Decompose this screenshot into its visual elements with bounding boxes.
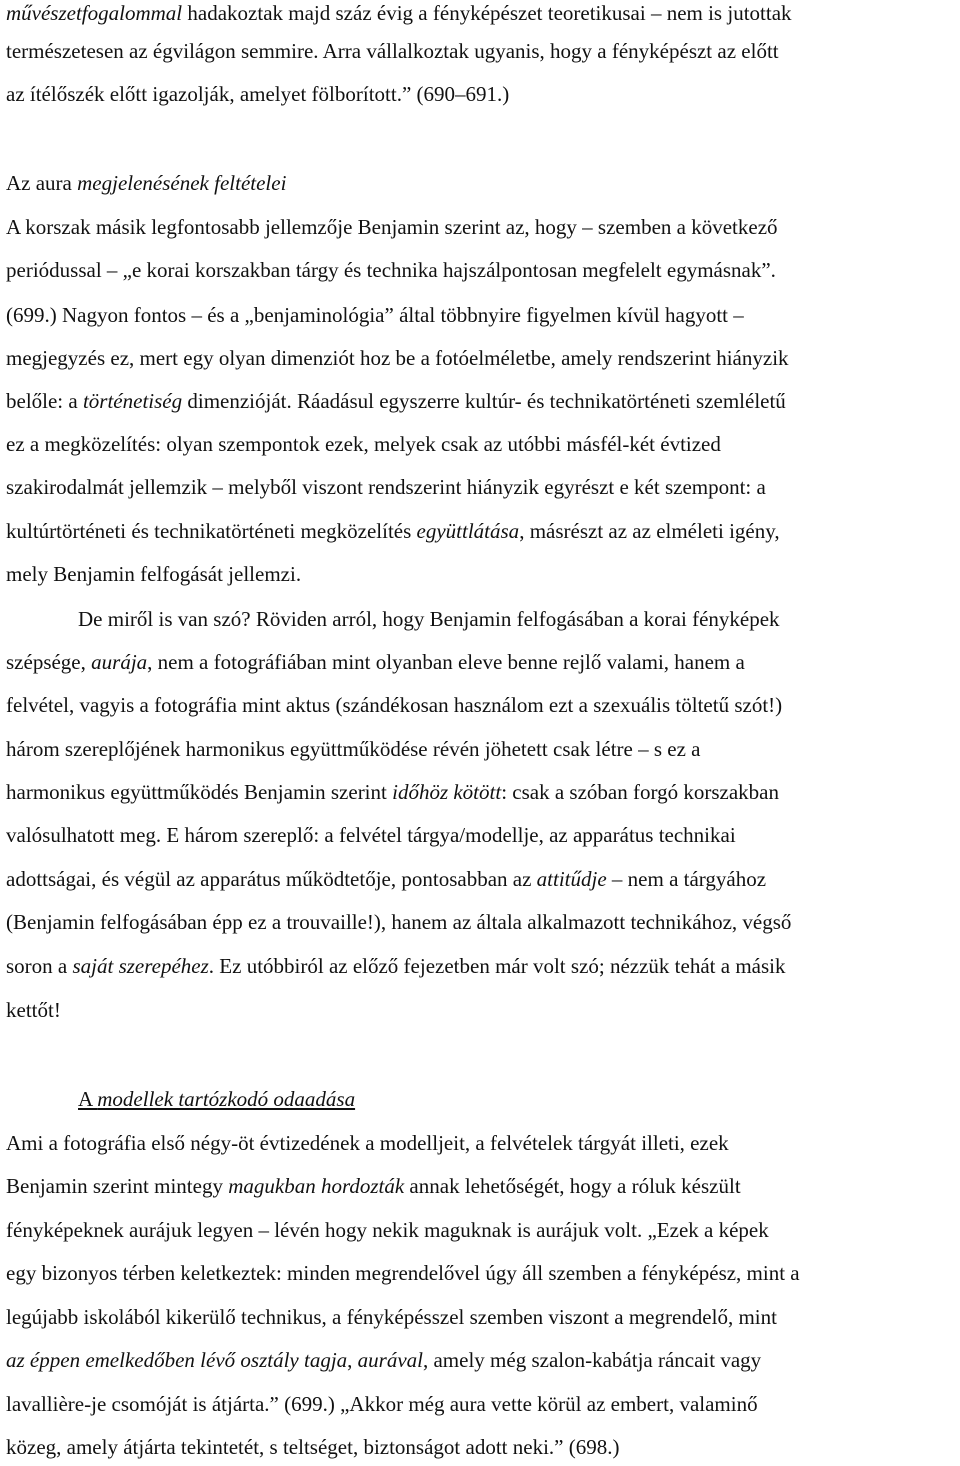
italic-text: az éppen emelkedőben lévő osztály tagja — [6, 1348, 348, 1372]
text-line — [6, 170, 286, 196]
text-line — [6, 474, 766, 500]
text-span: lavallière-je csomóját is átjárta.” (699.) „Akkor még aura vette körül az embert, valaminő — [6, 1392, 758, 1416]
text-line — [6, 1217, 769, 1243]
text-line — [6, 649, 745, 675]
text-span: De miről is van szó? Röviden arról, hogy Benjamin felfogásában a korai fényképek — [78, 607, 780, 631]
text-line — [6, 953, 785, 979]
text-line — [6, 0, 792, 26]
text-span: (Benjamin felfogásában épp ez a trouvaille!), hanem az általa alkalmazott technikához, végső — [6, 910, 792, 934]
italic-text: művészetfogalommal — [6, 1, 183, 25]
italic-text: időhöz kötött — [392, 780, 502, 804]
text-span: : csak a szóban forgó korszakban — [501, 780, 779, 804]
text-span: A — [78, 1087, 98, 1111]
text-line — [6, 214, 778, 240]
text-span: Az aura — [6, 171, 78, 195]
text-line — [6, 692, 782, 718]
text-span: , másrészt az az elméleti igény, — [519, 519, 780, 543]
text-line — [6, 866, 766, 892]
text-span: belőle: a — [6, 389, 83, 413]
text-span: A korszak másik legfontosabb jellemzője Benjamin szerint az, hogy – szemben a következő — [6, 215, 778, 239]
text-line — [6, 736, 701, 762]
text-span: ez a megközelítés: olyan szempontok ezek, melyek csak az utóbbi másfél-két évtized — [6, 432, 721, 456]
text-line — [6, 1434, 619, 1460]
text-span: soron a — [6, 954, 73, 978]
italic-text: történetiség — [82, 389, 183, 413]
text-span: , nem a fotográfiában mint olyanban eleve benne rejlő valami, hanem a — [147, 650, 745, 674]
text-span: harmonikus együttműködés Benjamin szerint — [6, 780, 393, 804]
text-span: kultúrtörténeti és technikatörténeti megközelítés — [6, 519, 417, 543]
text-line — [6, 1347, 761, 1373]
text-line — [6, 38, 779, 64]
text-span: . Ez utóbbiról az előző fejezetben már volt szó; nézzük tehát a másik — [208, 954, 786, 978]
text-span: az ítélőszék előtt igazolják, amelyet fölborított.” (690–691.) — [6, 82, 510, 106]
text-span: Benjamin szerint mintegy — [6, 1174, 229, 1198]
text-line — [6, 1304, 777, 1330]
text-span: annak lehetőségét, hogy a róluk készült — [404, 1174, 741, 1198]
text-line — [6, 997, 61, 1023]
text-span: kettőt! — [6, 998, 61, 1022]
text-span: megjegyzés ez, mert egy olyan dimenziót hoz be a fotóelméletbe, amely rendszerint hiányzik — [6, 346, 789, 370]
text-line — [6, 1391, 758, 1417]
text-line — [78, 606, 780, 632]
text-span: szépsége, — [6, 650, 92, 674]
text-line — [6, 518, 780, 544]
text-line — [6, 779, 779, 805]
italic-text: megjelenésének feltételei — [77, 171, 287, 195]
text-span: közeg, amely átjárta tekintetét, s teltséget, biztonságot adott neki.” (698.) — [6, 1435, 620, 1459]
text-line — [6, 302, 744, 328]
italic-text: aurája — [91, 650, 148, 674]
text-line — [6, 257, 776, 283]
text-span: , — [347, 1348, 358, 1372]
text-span: periódussal – „e korai korszakban tárgy és technika hajszálpontosan megfelelt egymásnak”. — [6, 258, 776, 282]
text-span: felvétel, vagyis a fotográfia mint aktus (szándékosan használom ezt a szexuális töltetű szót!) — [6, 693, 783, 717]
text-span: – nem a tárgyához — [606, 867, 767, 891]
text-span: szakirodalmát jellemzik – melyből viszont rendszerint hiányzik egyrészt e két szempont: a — [6, 475, 766, 499]
text-span: Ami a fotográfia első négy-öt évtizedének a modelljeit, a felvételek tárgyát illeti, ezek — [6, 1131, 729, 1155]
text-line — [6, 388, 786, 414]
text-line — [6, 81, 509, 107]
text-line — [6, 1173, 741, 1199]
text-span: három szereplőjének harmonikus együttműködése révén jöhetett csak létre – s ez a — [6, 737, 701, 761]
text-line — [6, 561, 301, 587]
text-line — [78, 1086, 355, 1112]
italic-text: attitűdje — [536, 867, 607, 891]
italic-text: aurával — [357, 1348, 423, 1372]
text-span: mely Benjamin felfogását jellemzi. — [6, 562, 302, 586]
italic-text: együttlátása — [416, 519, 520, 543]
text-span: , amely még szalon-kabátja ráncait vagy — [422, 1348, 762, 1372]
text-span: adottságai, és végül az apparátus működtetője, pontosabban az — [6, 867, 537, 891]
text-span: egy bizonyos térben keletkeztek: minden megrendelővel úgy áll szemben a fényképész, mint a — [6, 1261, 800, 1285]
text-span: hadakoztak majd száz évig a fényképészet teoretikusai – nem is jutottak — [182, 1, 792, 25]
italic-text: modellek tartózkodó odaadása — [97, 1087, 356, 1111]
text-span: fényképeknek aurájuk legyen – lévén hogy nekik maguknak is aurájuk volt. „Ezek a képek — [6, 1218, 769, 1242]
text-line — [6, 431, 721, 457]
text-line — [6, 1260, 800, 1286]
italic-text: saját szerepéhez — [72, 954, 209, 978]
text-span: legújabb iskolából kikerülő technikus, a fényképésszel szemben viszont a megrendelő, mint — [6, 1305, 777, 1329]
text-line — [6, 345, 789, 371]
text-line — [6, 1130, 729, 1156]
text-span: természetesen az égvilágon semmire. Arra vállalkoztak ugyanis, hogy a fényképészt az előtt — [6, 39, 779, 63]
text-span: dimenzióját. Ráadásul egyszerre kultúr- és technikatörténeti szemléletű — [182, 389, 786, 413]
italic-text: magukban hordozták — [228, 1174, 405, 1198]
text-line — [6, 909, 791, 935]
text-span: valósulhatott meg. E három szereplő: a felvétel tárgya/modellje, az apparátus technikai — [6, 823, 736, 847]
text-line — [6, 822, 736, 848]
text-span: (699.) Nagyon fontos – és a „benjaminológia” által többnyire figyelmen kívül hagyott – — [6, 303, 744, 327]
